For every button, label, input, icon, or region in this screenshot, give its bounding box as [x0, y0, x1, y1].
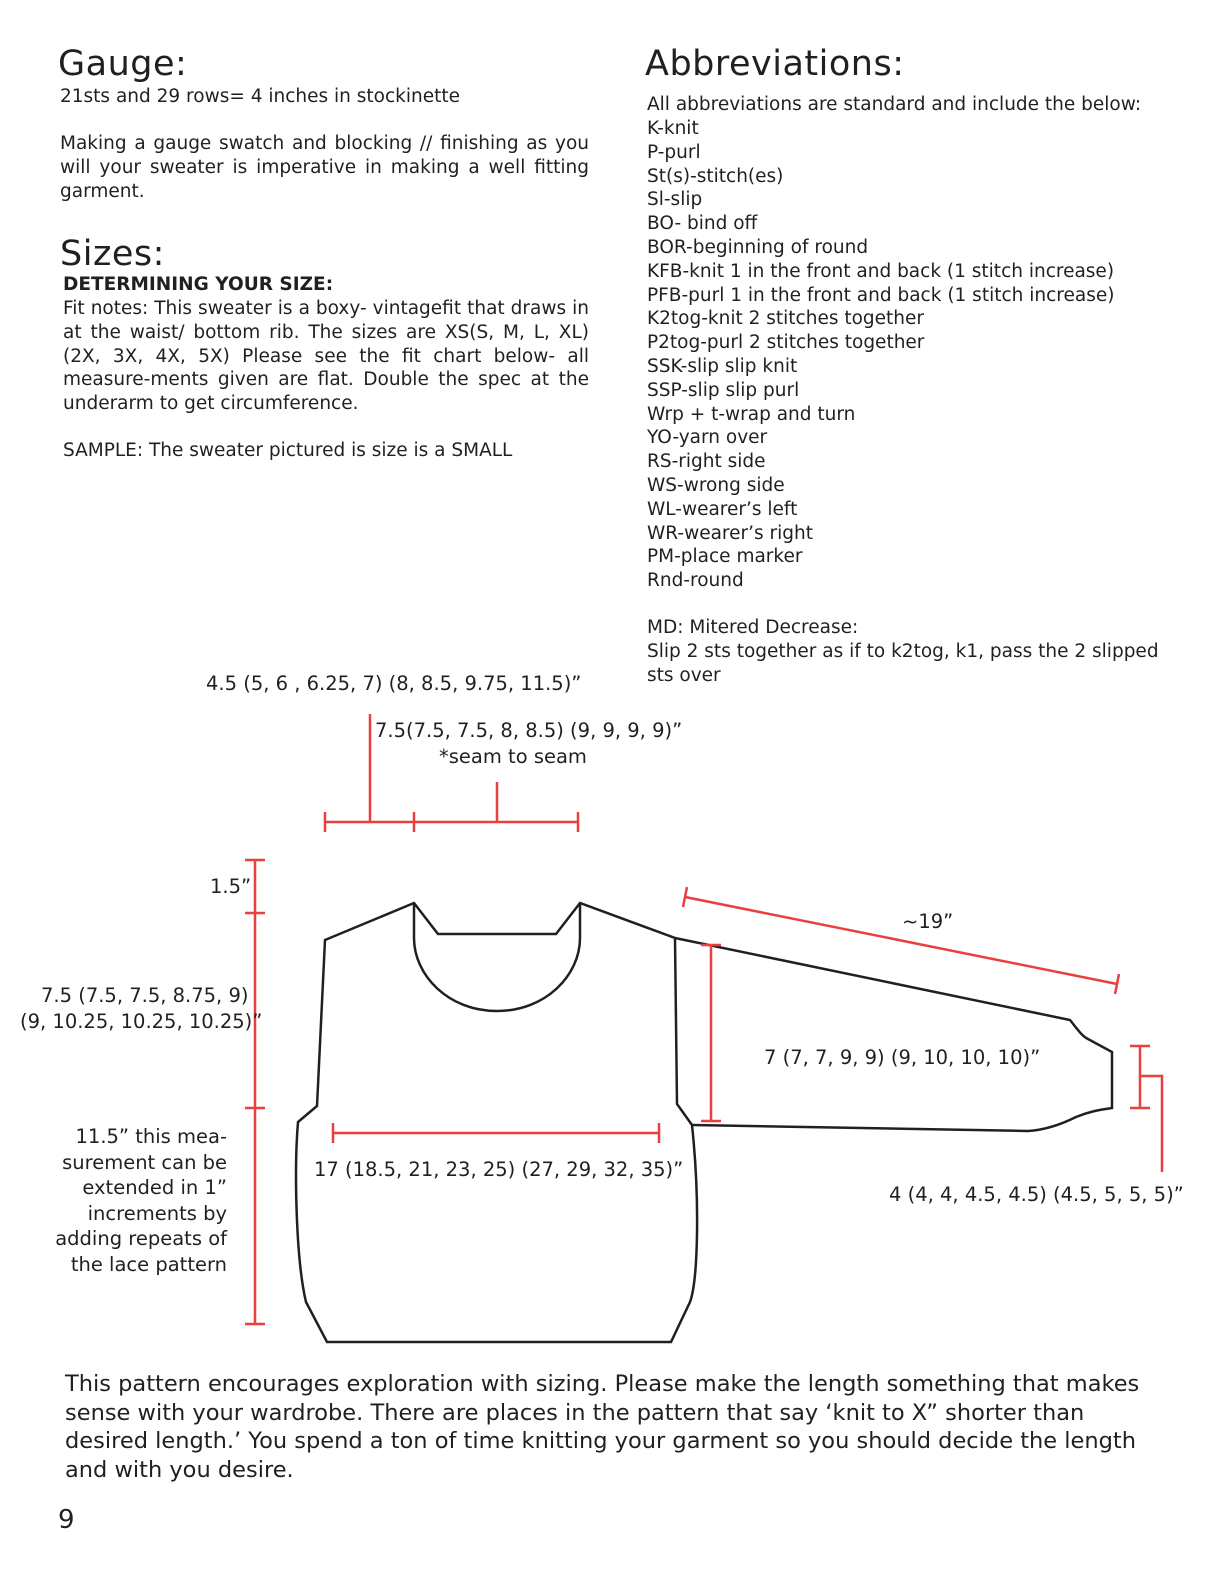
- sizes-subheading: DETERMINING YOUR SIZE:: [63, 274, 334, 295]
- abbreviations-title: Abbreviations:: [645, 44, 905, 84]
- abbreviation-item: WR-wearer’s right: [647, 522, 813, 544]
- mitered-decrease-title: MD: Mitered Decrease:: [647, 617, 859, 638]
- neck-width-measurement: 7.5(7.5, 7.5, 8, 8.5) (9, 9, 9, 9)”: [375, 719, 683, 742]
- abbreviation-item: St(s)-stitch(es): [647, 165, 784, 187]
- gauge-spec: 21sts and 29 rows= 4 inches in stockinette: [60, 86, 461, 107]
- gauge-note: Making a gauge swatch and blocking // finishing as you will your sweater is imperative in making a well fitting garment.: [60, 133, 589, 202]
- abbreviation-item: KFB-knit 1 in the front and back (1 stitch increase): [647, 260, 1115, 282]
- chest-width-measurement: 17 (18.5, 21, 23, 25) (27, 29, 32, 35)”: [314, 1158, 684, 1181]
- abbreviation-item: WL-wearer’s left: [647, 498, 798, 520]
- cuff-measurement: 4 (4, 4, 4.5, 4.5) (4.5, 5, 5, 5)”: [889, 1183, 1184, 1206]
- body-outline: [296, 903, 697, 1342]
- upper-arm-measurement: 7 (7, 7, 9, 9) (9, 10, 10, 10)”: [764, 1046, 1041, 1069]
- sleeve-length-measurement: ~19”: [902, 910, 954, 933]
- sleeve-outline: [675, 938, 1112, 1131]
- abbreviation-item: Wrp + t-wrap and turn: [647, 403, 856, 425]
- sleeve-length-line: [685, 897, 1117, 984]
- sizes-fit-notes: Fit notes: This sweater is a boxy- vintagefit that draws in at the waist/ bottom rib. The sizes are XS(S, M, L, XL) (2X, 3X, 4X, 5X) Please see the fit chart below- all measure-ments given are flat. Double the spec at the underarm to get circumference.: [63, 298, 589, 415]
- abbreviation-item: Sl-slip: [647, 189, 703, 211]
- abbreviation-item: P2tog-purl 2 stitches together: [647, 332, 925, 354]
- abbreviation-item: BO- bind off: [647, 213, 758, 235]
- measurement-lines: [245, 714, 1162, 1324]
- abbreviation-item: WS-wrong side: [647, 474, 785, 496]
- abbreviation-item: SSP-slip slip purl: [647, 379, 800, 401]
- body-length-measurement: 11.5” this mea-surement can be extended in 1” increments by adding repeats of the lace pattern: [55, 1125, 227, 1276]
- mitered-decrease-text: Slip 2 sts together as if to k2tog, k1, pass the 2 slipped sts over: [647, 641, 1159, 686]
- abbreviation-item: PFB-purl 1 in the front and back (1 stitch increase): [647, 284, 1115, 306]
- abbreviations-intro: All abbreviations are standard and include the below:: [647, 94, 1142, 115]
- sizes-title: Sizes:: [60, 234, 165, 274]
- abbreviation-item: PM-place marker: [647, 546, 803, 568]
- abbreviation-item: RS-right side: [647, 451, 766, 473]
- shoulder-measurement: 4.5 (5, 6 , 6.25, 7) (8, 8.5, 9.75, 11.5)”: [206, 672, 582, 695]
- armhole-depth-line2: (9, 10.25, 10.25, 10.25)”: [20, 1010, 263, 1033]
- page-number: 9: [58, 1505, 75, 1535]
- gauge-title: Gauge:: [58, 44, 188, 84]
- neck-width-note: *seam to seam: [439, 745, 587, 768]
- abbreviation-item: Rnd-round: [647, 570, 744, 592]
- abbreviation-item: K-knit: [647, 118, 699, 139]
- sizes-sample: SAMPLE: The sweater pictured is size is a SMALL: [63, 440, 513, 461]
- cuff-leader-line: [1140, 1076, 1162, 1172]
- abbreviation-item: BOR-beginning of round: [647, 236, 869, 258]
- abbreviation-item: YO-yarn over: [647, 427, 768, 449]
- footer-text: This pattern encourages exploration with sizing. Please make the length something that makes sense with your wardrobe. There are places in the pattern that say ‘knit to X” shorter than desired length.’ You spend a ton of time knitting your garment so you should decide the length and with you desire.: [65, 1371, 1140, 1483]
- abbreviation-item: P-purl: [647, 141, 701, 163]
- abbreviation-item: SSK-slip slip knit: [647, 355, 798, 377]
- shoulder-drop-measurement: 1.5”: [210, 875, 252, 898]
- abbreviation-item: K2tog-knit 2 stitches together: [647, 308, 925, 330]
- armhole-depth-line1: 7.5 (7.5, 7.5, 8.75, 9): [41, 984, 249, 1007]
- neckline: [414, 903, 580, 1011]
